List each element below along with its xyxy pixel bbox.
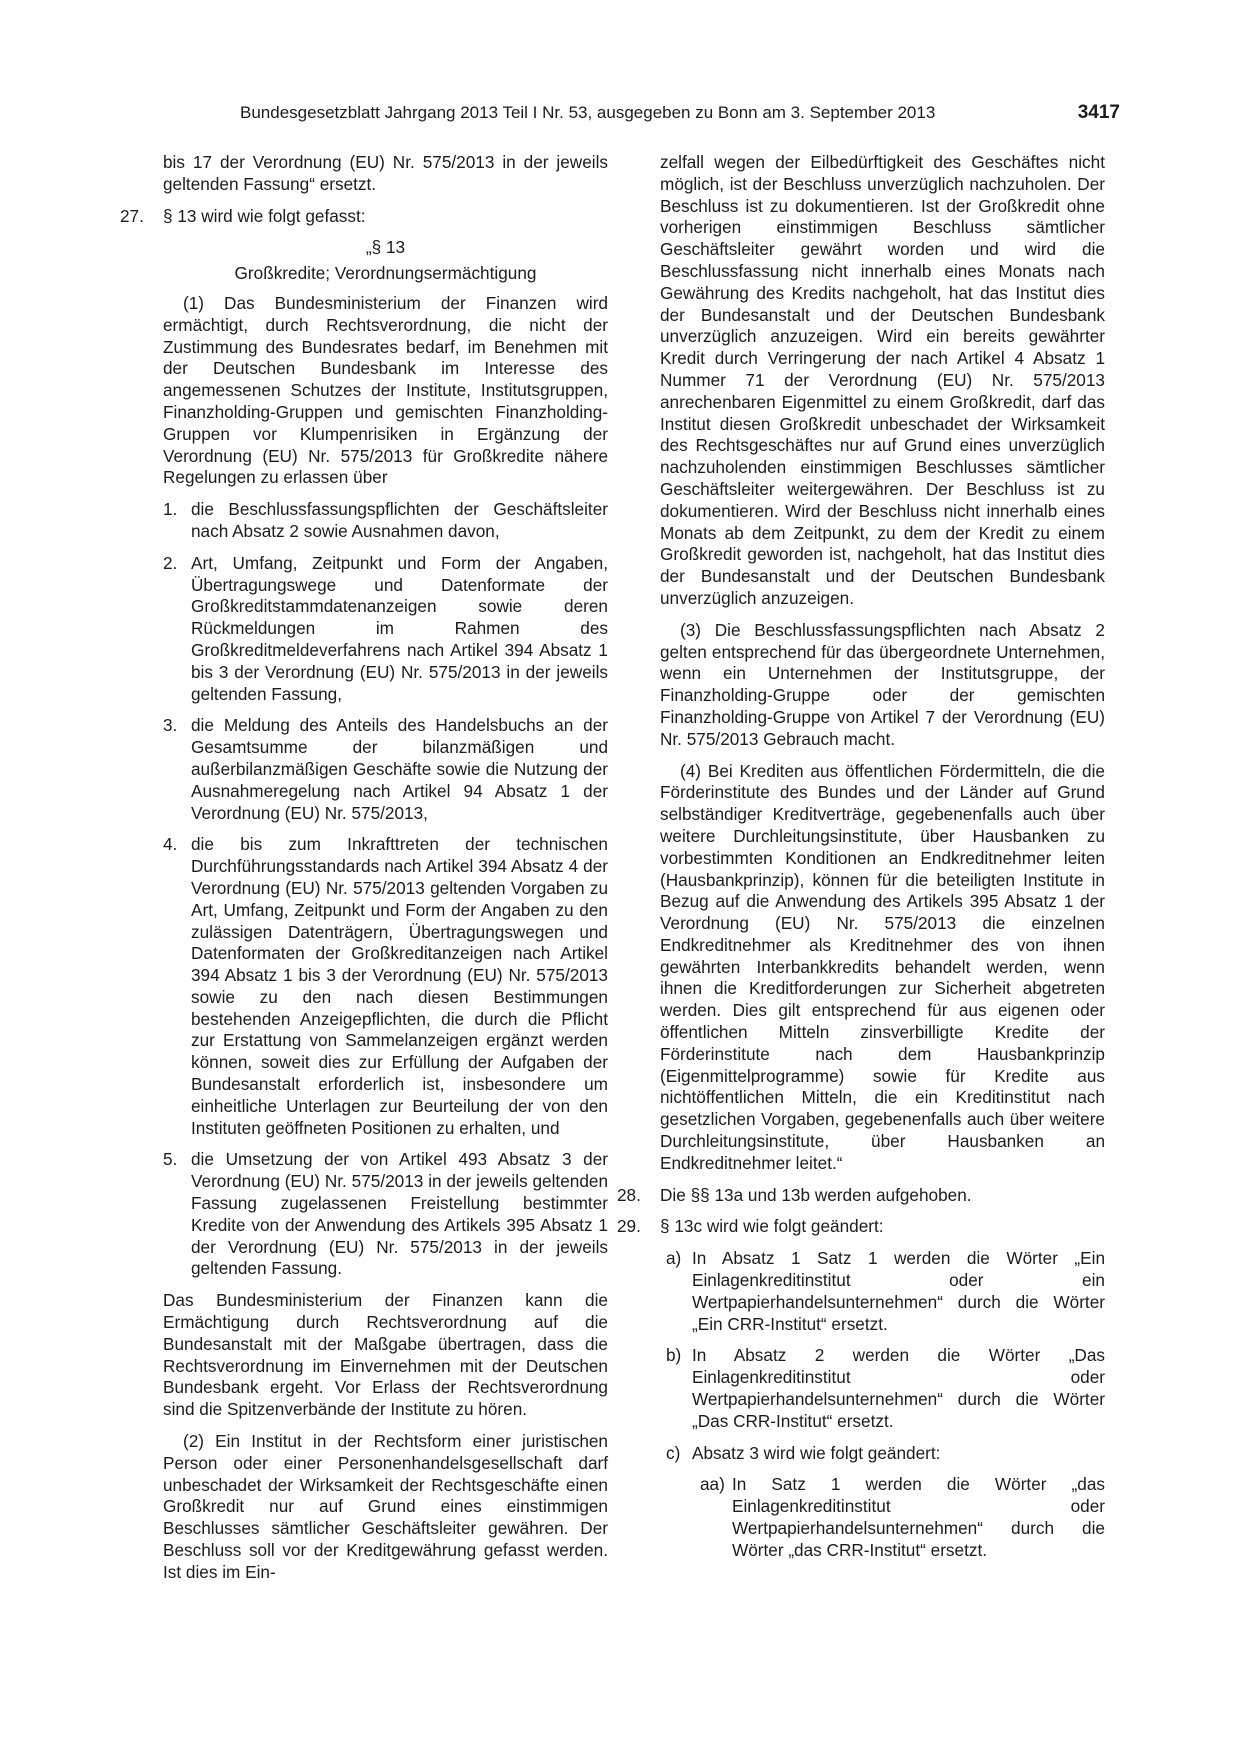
intro-text: bis 17 der Verordnung (EU) Nr. 575/2013 in der jeweils geltenden Fassung“ ersetzt. — [163, 152, 608, 194]
sub-item-c — [666, 1443, 1105, 1465]
left-column — [120, 152, 608, 1594]
list-item — [163, 1149, 608, 1280]
page-header — [240, 102, 1120, 124]
item-text: die Meldung des Anteils des Handelsbuchs an der Gesamtsumme der bilanzmäßigen und außerbilanzmäßigen Geschäfte sowie die Nutzung der Ausnahmeregelung nach Artikel 94 Absatz 1 der Verordnung (EU) Nr. 575/2013, — [191, 715, 608, 823]
sub-sub-item-aa — [700, 1474, 1105, 1561]
item-letter: c) — [666, 1442, 681, 1463]
item-text: § 13 wird wie folgt gefasst: — [163, 205, 366, 226]
paragraph-2-continued: zelfall wegen der Eilbedürftigkeit des Geschäftes nicht möglich, ist der Beschluss unverzüglich nachzuholen. Der Beschluss ist zu dokumentieren. Ist der Großkredit ohne vorherigen einstimmigen Beschluss sämtlicher Geschäftsleiter gewährt worden und wird die Beschlussfassung nicht innerhalb eines Monats nach Gewährung des Kredits nachgeholt, hat das Institut dies der Bundesanstalt und der Deutschen Bundesbank unverzüglich anzuzeigen. Wird ein bereits gewährter Kredit durch Verringerung der nach Artikel 4 Absatz 1 Nummer 71 der Verordnung (EU) Nr. 575/2013 anrechenbaren Eigenmittel zu einem Großkredit, darf das Institut diesen Großkredit unbeschadet der Wirksamkeit des Rechtsgeschäftes nur auf Grund eines unverzüglich nachzuholenden einstimmigen Beschlusses sämtlicher Geschäftsleiter weitergewähren. Der Beschluss ist zu dokumentieren. Wird der Beschluss nicht innerhalb eines Monats ab dem Zeitpunkt, zu dem der Kredit zu einem Großkredit geworden ist, nachgeholt, hat das Institut dies der Bundesanstalt und der Deutschen Bundesbank unverzüglich anzuzeigen. — [660, 152, 1105, 608]
item-number: 27. — [120, 205, 144, 226]
list-item-27 — [120, 206, 608, 228]
item-text: § 13c wird wie folgt geändert: — [660, 1216, 884, 1237]
item-text: die Beschlussfassungspflichten der Geschäftsleiter nach Absatz 2 sowie Ausnahmen davon, — [191, 499, 608, 541]
list-item — [163, 715, 608, 824]
item-letter: aa) — [700, 1474, 725, 1495]
paragraph-3: (3) Die Beschlussfassungspflichten nach Absatz 2 gelten entsprechend für das übergeordnete Unternehmen, wenn ein Unternehmen der Institutsgruppe, der Finanzholding-Gruppe oder der gemischten Finanzholding-Gruppe von Artikel 7 der Verordnung (EU) Nr. 575/2013 Gebrauch macht. — [660, 619, 1105, 749]
delegation-paragraph: Das Bundesministerium der Finanzen kann die Ermächtigung durch Rechtsverordnung auf die Bundesanstalt mit der Maßgabe übertragen, dass die Rechtsverordnung im Einvernehmen mit der Deutschen Bundesbank ergeht. Vor Erlass der Rechtsverordnung sind die Spitzenverbände der Institute zu hören. — [163, 1290, 608, 1420]
sub-item-b — [666, 1345, 1105, 1432]
section-title: Großkredite; Verordnungsermächtigung — [234, 263, 537, 284]
list-item — [163, 499, 608, 543]
list-item — [163, 553, 608, 706]
item-number: 2. — [163, 552, 178, 573]
page-number: 3417 — [1077, 102, 1120, 123]
list-item — [163, 834, 608, 1139]
item-letter: a) — [666, 1248, 682, 1269]
item-number: 5. — [163, 1149, 178, 1170]
item-text: In Absatz 2 werden die Wörter „Das Einlagenkreditinstitut oder Wertpapierhandelsunternehmen“ durch die Wörter „Das CRR-Institut“ ersetzt. — [692, 1345, 1105, 1431]
paragraph-1: (1) Das Bundesministerium der Finanzen wird ermächtigt, durch Rechtsverordnung, die nicht der Zustimmung des Bundesrates bedarf, im Benehmen mit der Deutschen Bundesbank im Interesse des angemessenen Schutzes der Institute, Institutsgruppen, Finanzholding-Gruppen und gemischten Finanzholding-Gruppen vor Klumpenrisiken in Ergänzung der Verordnung (EU) Nr. 575/2013 für Großkredite nähere Regelungen zu erlassen über — [163, 292, 608, 488]
item-number: 29. — [617, 1216, 641, 1237]
item-text: die bis zum Inkrafttreten der technischen Durchführungsstandards nach Artikel 394 Absatz 4 der Verordnung (EU) Nr. 575/2013 geltenden Vorgaben zu Art, Umfang, Zeitpunkt und Form der Angaben zu den zulässigen Datenträgern, Übertragungswegen und Datenformaten der Großkreditanzeigen nach Artikel 394 Absatz 1 bis 3 der Verordnung (EU) Nr. 575/2013 sowie zu den nach diesen Bestimmungen bestehenden Anzeigepflichten, die durch die Pflicht zur Erstattung von Sammelanzeigen ergänzt werden können, soweit dies zur Erfüllung der Aufgaben der Bundesanstalt erforderlich ist, insbesondere um einheitliche Unterlagen zur Beurteilung der von den Instituten geöffneten Positionen zu erhalten, und — [191, 834, 608, 1138]
item-text: In Satz 1 werden die Wörter „das Einlagenkreditinstitut oder Wertpapierhandelsunternehmen“ durch die Wörter „das CRR-Institut“ ersetzt. — [732, 1474, 1105, 1560]
item-number: 3. — [163, 715, 178, 736]
item-text: die Umsetzung der von Artikel 493 Absatz 3 der Verordnung (EU) Nr. 575/2013 in der jeweils geltenden Fassung zugelassenen Freistellung bestimmter Kredite von der Anwendung des Artikels 395 Absatz 1 der Verordnung (EU) Nr. 575/2013 in der jeweils geltenden Fassung. — [191, 1149, 608, 1279]
item-text: In Absatz 1 Satz 1 werden die Wörter „Ein Einlagenkreditinstitut oder ein Wertpapierhandelsunternehmen“ durch die Wörter „Ein CRR-Institut“ ersetzt. — [692, 1248, 1105, 1334]
item-number: 28. — [617, 1184, 641, 1205]
item-text: Art, Umfang, Zeitpunkt und Form der Angaben, Übertragungswege und Datenformate der Großkreditstammdatenanzeigen sowie deren Rückmeldungen im Rahmen des Großkreditmeldeverfahrens nach Artikel 394 Absatz 1 bis 3 der Verordnung (EU) Nr. 575/2013 in der jeweils geltenden Fassung, — [191, 552, 608, 704]
item-number: 4. — [163, 834, 178, 855]
right-column — [617, 152, 1105, 1572]
sub-item-a — [666, 1248, 1105, 1335]
list-item-29 — [617, 1216, 1105, 1238]
item-text: Absatz 3 wird wie folgt geändert: — [692, 1442, 941, 1463]
item-text: Die §§ 13a und 13b werden aufgehoben. — [660, 1184, 972, 1205]
section-number: „§ 13 — [365, 237, 406, 258]
item-letter: b) — [666, 1345, 682, 1366]
list-item-28 — [617, 1185, 1105, 1207]
item-number: 1. — [163, 499, 178, 520]
paragraph-4: (4) Bei Krediten aus öffentlichen Fördermitteln, die die Förderinstitute des Bundes und der Länder auf Grund selbständiger Kreditverträge, gegebenenfalls auch über weitere Durchleitungsinstitute, über Hausbanken zu vorbestimmten Konditionen an Endkreditnehmer leiten (Hausbankprinzip), können für die beteiligten Institute in Bezug auf die Anwendung des Artikels 395 Absatz 1 der Verordnung (EU) Nr. 575/2013 die einzelnen Endkreditnehmer als Kreditnehmer des von ihnen gewährten Interbankkredits behandelt werden, wenn ihnen die Kreditforderungen zur Sicherheit abgetreten werden. Dies gilt entsprechend für aus eigenen oder öffentlichen Mitteln zinsverbilligte Kredite der Förderinstitute nach dem Hausbankprinzip (Eigenmittelprogramme) sowie für Kredite aus nichtöffentlichen Mitteln, die ein Kreditinstitut nach gesetzlichen Vorgaben, gegebenenfalls auch über weitere Durchleitungsinstitute, über Hausbanken an Endkreditnehmer leitet.“ — [660, 760, 1105, 1173]
numbered-list — [163, 499, 608, 1280]
header-title: Bundesgesetzblatt Jahrgang 2013 Teil I Nr. 53, ausgegeben zu Bonn am 3. September 2013 — [240, 103, 936, 122]
paragraph-2: (2) Ein Institut in der Rechtsform einer juristischen Person oder einer Personenhandelsgesellschaft darf unbeschadet der Wirksamkeit der Rechtsgeschäfte einen Großkredit nur auf Grund eines einstimmigen Beschlusses sämtlicher Geschäftsleiter gewähren. Der Beschluss soll vor der Kreditgewährung gefasst werden. Ist dies im Ein- — [163, 1431, 608, 1582]
